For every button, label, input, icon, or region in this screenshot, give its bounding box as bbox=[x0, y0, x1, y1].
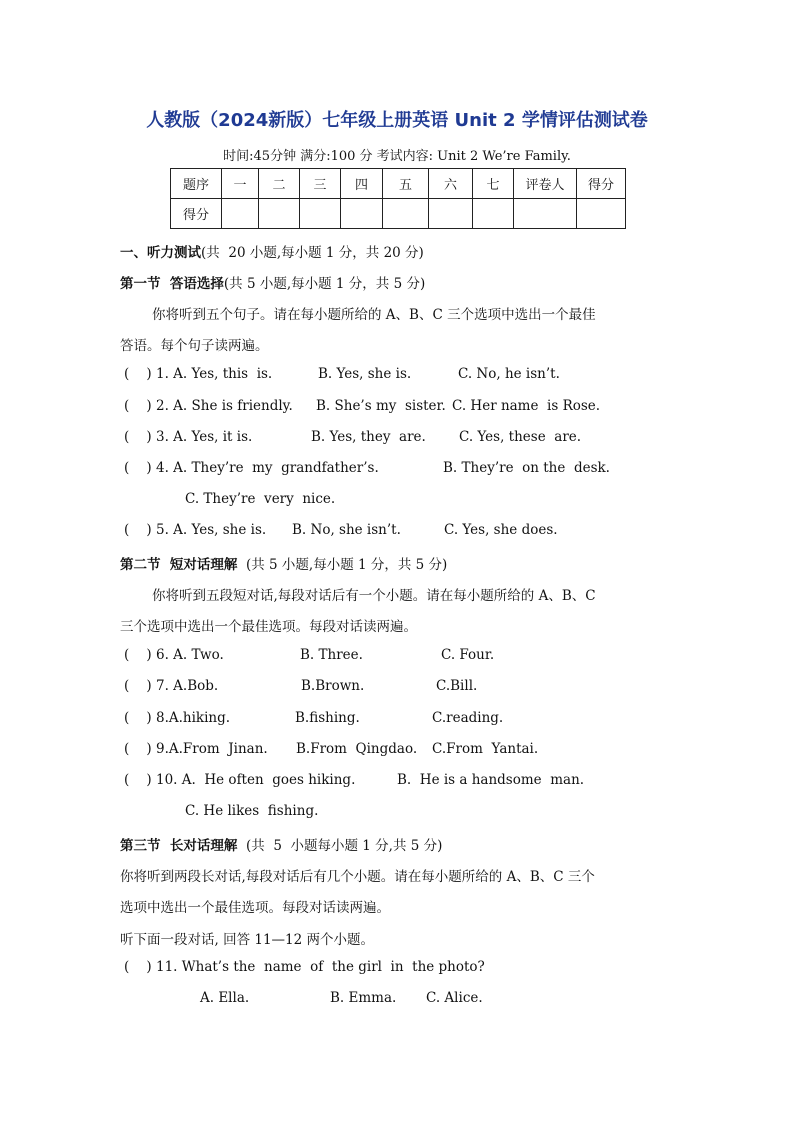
score-header-cell: 七 bbox=[473, 169, 514, 199]
question-stem: 7. A.Bob. bbox=[156, 678, 219, 694]
question-stem: 1. A. Yes, this is. bbox=[156, 366, 273, 382]
option-b: B. She’s my sister. bbox=[316, 398, 446, 414]
question-7 bbox=[124, 678, 218, 694]
section3-label: 第三节 长对话理解 bbox=[120, 838, 238, 854]
question-stem: 6. A. Two. bbox=[156, 647, 224, 663]
option-b: B.From Qingdao. bbox=[296, 741, 418, 757]
score-cell[interactable] bbox=[341, 199, 383, 229]
option-c: C.reading. bbox=[432, 710, 504, 726]
score-header-cell: 二 bbox=[259, 169, 300, 199]
question-stem: 11. What’s the name of the girl in the photo? bbox=[156, 959, 485, 975]
answer-blank[interactable]: ( ) bbox=[124, 710, 152, 726]
option-b: B.Brown. bbox=[301, 678, 365, 694]
option-c: C. Alice. bbox=[426, 990, 483, 1006]
option-c: C. Four. bbox=[441, 647, 495, 663]
question-stem: 10. A. He often goes hiking. bbox=[156, 772, 356, 788]
option-c: C. Her name is Rose. bbox=[452, 398, 601, 414]
section2-instruction: 你将听到五段短对话,每段对话后有一个小题。请在每小题所给的 A、B、C bbox=[152, 588, 596, 604]
question-1 bbox=[124, 366, 272, 382]
section1-label: 第一节 答语选择 bbox=[120, 276, 224, 292]
section1-instruction: 答语。每个句子读两遍。 bbox=[120, 338, 269, 354]
score-header-cell: 评卷人 bbox=[514, 169, 577, 199]
exam-info: 时间:45分钟 满分:100 分 考试内容: Unit 2 We’re Family. bbox=[223, 149, 571, 164]
option-b: B.fishing. bbox=[295, 710, 360, 726]
section2-note: (共 5 小题,每小题 1 分，共 5 分) bbox=[237, 557, 448, 573]
option-b: B. Three. bbox=[300, 647, 363, 663]
section3-dialogue-instruction: 听下面一段对话, 回答 11—12 两个小题。 bbox=[120, 932, 375, 948]
section3-instruction: 选项中选出一个最佳选项。每段对话读两遍。 bbox=[120, 900, 390, 916]
section2-heading bbox=[120, 553, 447, 573]
score-cell[interactable] bbox=[383, 199, 429, 229]
section2-instruction: 三个选项中选出一个最佳选项。每段对话读两遍。 bbox=[120, 619, 417, 635]
option-b: B. They’re on the desk. bbox=[443, 460, 610, 476]
question-4 bbox=[124, 460, 379, 476]
score-cell[interactable] bbox=[473, 199, 514, 229]
option-b: B. No, she isn’t. bbox=[292, 522, 401, 538]
section3-heading bbox=[120, 834, 442, 854]
score-cell[interactable] bbox=[300, 199, 341, 229]
score-header-cell: 一 bbox=[222, 169, 259, 199]
option-c: C.Bill. bbox=[436, 678, 478, 694]
score-table-header-row bbox=[171, 169, 626, 199]
section2-label: 第二节 短对话理解 bbox=[120, 557, 238, 573]
question-5 bbox=[124, 522, 266, 538]
option-b: B. Emma. bbox=[330, 990, 397, 1006]
option-a: A. Ella. bbox=[200, 990, 250, 1006]
answer-blank[interactable]: ( ) bbox=[124, 366, 152, 382]
question-stem: 5. A. Yes, she is. bbox=[156, 522, 267, 538]
question-8 bbox=[124, 710, 230, 726]
answer-blank[interactable]: ( ) bbox=[124, 678, 152, 694]
question-stem: 3. A. Yes, it is. bbox=[156, 429, 253, 445]
question-10 bbox=[124, 772, 355, 788]
score-table bbox=[170, 168, 626, 229]
answer-blank[interactable]: ( ) bbox=[124, 398, 152, 414]
score-header-cell: 四 bbox=[341, 169, 383, 199]
answer-blank[interactable]: ( ) bbox=[124, 429, 152, 445]
question-6 bbox=[124, 647, 224, 663]
score-header-cell: 得分 bbox=[577, 169, 626, 199]
score-cell[interactable] bbox=[577, 199, 626, 229]
answer-blank[interactable]: ( ) bbox=[124, 647, 152, 663]
option-c: C. He likes fishing. bbox=[185, 803, 319, 819]
question-3 bbox=[124, 429, 252, 445]
question-2 bbox=[124, 398, 293, 414]
part1-heading bbox=[120, 241, 424, 261]
score-cell[interactable] bbox=[222, 199, 259, 229]
score-header-cell: 五 bbox=[383, 169, 429, 199]
score-row-label: 得分 bbox=[171, 199, 222, 229]
section1-instruction: 你将听到五个句子。请在每小题所给的 A、B、C 三个选项中选出一个最佳 bbox=[152, 307, 596, 323]
section3-note: (共 5 小题每小题 1 分,共 5 分) bbox=[237, 838, 443, 854]
option-b: B. Yes, she is. bbox=[318, 366, 412, 382]
question-stem: 8.A.hiking. bbox=[156, 710, 231, 726]
answer-blank[interactable]: ( ) bbox=[124, 522, 152, 538]
question-stem: 4. A. They’re my grandfather’s. bbox=[156, 460, 379, 476]
section1-note: (共 5 小题,每小题 1 分，共 5 分) bbox=[223, 276, 426, 292]
question-stem: 9.A.From Jinan. bbox=[156, 741, 268, 757]
score-cell[interactable] bbox=[514, 199, 577, 229]
score-cell[interactable] bbox=[429, 199, 473, 229]
part1-note: (共 20 小题,每小题 1 分，共 20 分) bbox=[201, 245, 424, 261]
answer-blank[interactable]: ( ) bbox=[124, 741, 152, 757]
answer-blank[interactable]: ( ) bbox=[124, 772, 152, 788]
option-b: B. He is a handsome man. bbox=[397, 772, 585, 788]
score-header-cell: 三 bbox=[300, 169, 341, 199]
score-header-cell: 六 bbox=[429, 169, 473, 199]
question-9 bbox=[124, 741, 268, 757]
part1-title: 一、听力测试 bbox=[120, 245, 201, 261]
option-c: C. No, he isn’t. bbox=[458, 366, 560, 382]
option-c: C. They’re very nice. bbox=[185, 491, 336, 507]
section3-instruction: 你将听到两段长对话,每段对话后有几个小题。请在每小题所给的 A、B、C 三个 bbox=[120, 869, 595, 885]
question-stem: 2. A. She is friendly. bbox=[156, 398, 293, 414]
score-cell[interactable] bbox=[259, 199, 300, 229]
option-b: B. Yes, they are. bbox=[311, 429, 426, 445]
score-header-cell: 题序 bbox=[171, 169, 222, 199]
option-c: C. Yes, she does. bbox=[444, 522, 558, 538]
question-11 bbox=[124, 959, 485, 975]
section1-heading bbox=[120, 272, 425, 292]
option-c: C.From Yantai. bbox=[432, 741, 539, 757]
answer-blank[interactable]: ( ) bbox=[124, 460, 152, 476]
score-table-score-row bbox=[171, 199, 626, 229]
option-c: C. Yes, these are. bbox=[459, 429, 582, 445]
page-title: 人教版（2024新版）七年级上册英语 Unit 2 学情评估测试卷 bbox=[146, 110, 648, 131]
answer-blank[interactable]: ( ) bbox=[124, 959, 152, 975]
